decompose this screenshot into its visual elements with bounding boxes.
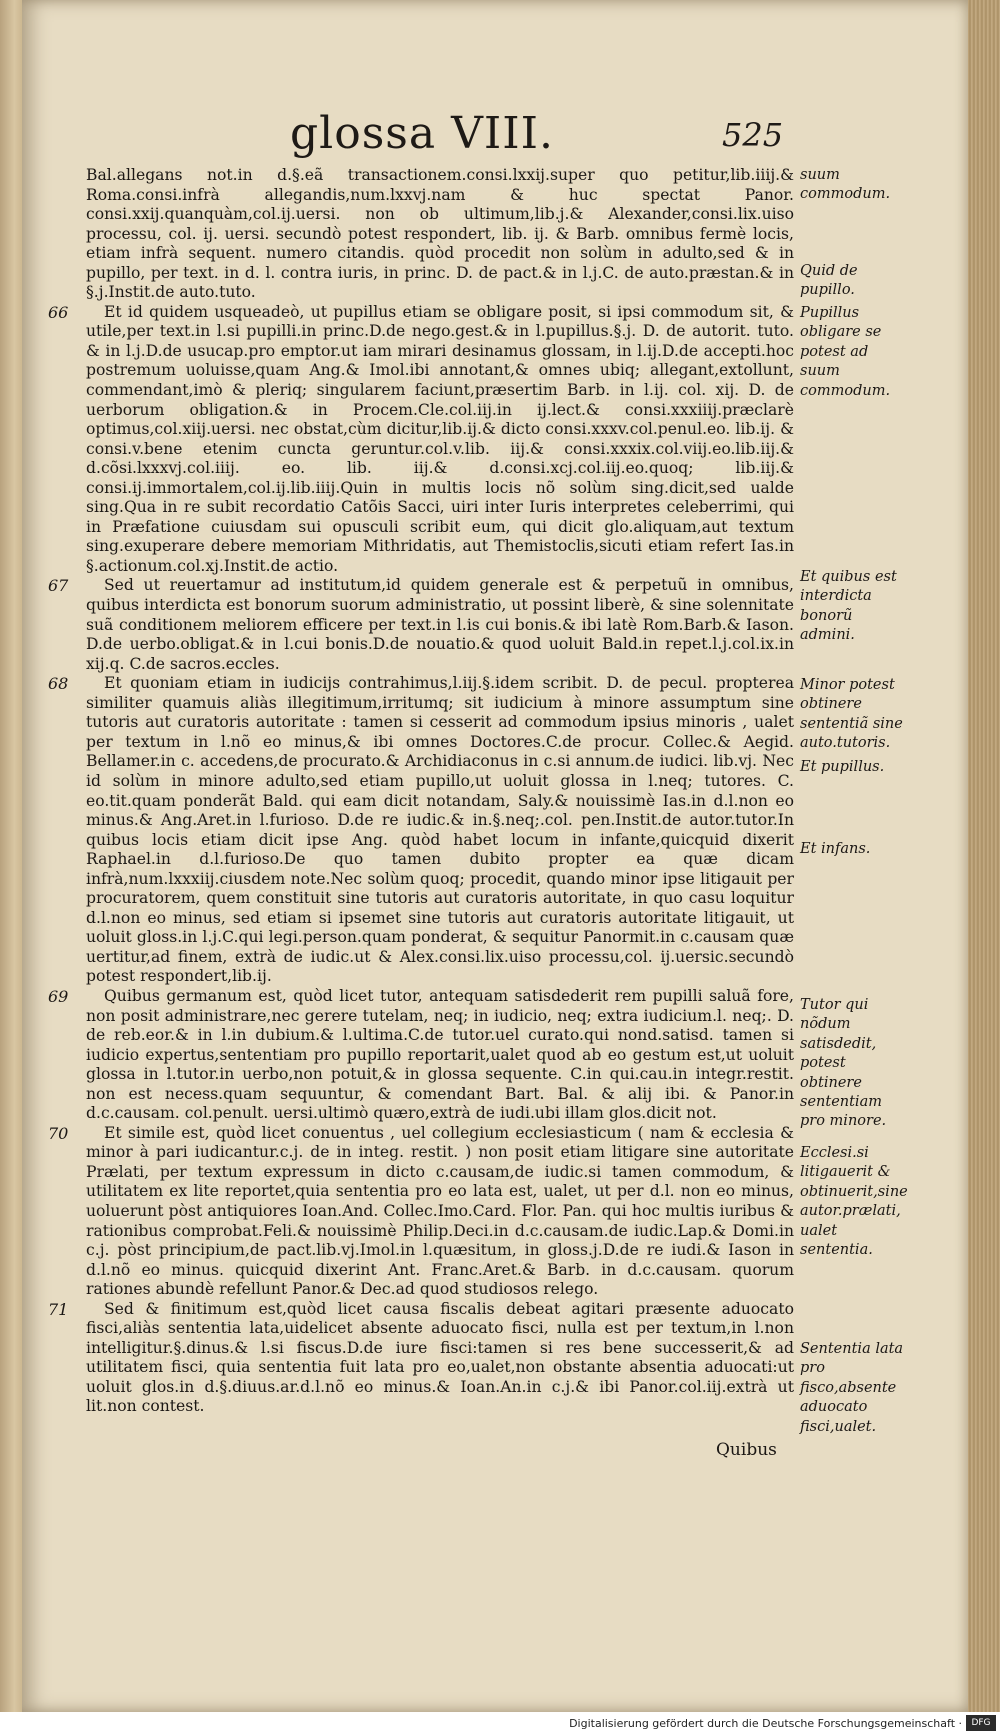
page-edge bbox=[968, 0, 1000, 1712]
paragraph-text: Sed ut reuertamur ad institutum,id quidem generale est & perpetuũ in omnibus, quibus interdicta est bonorum suorum administratio, ut possint liberè, & sine solennitate suã conditionem meliorem efficere per text.in l.is cui bonis.& ibi latè Rom.Barb.& Iason. D.de uerbo.obligat.& in l.cui bonis.D.de nouatio.& quod uoluit Bald.in repet.l.j.col.ix.in xij.q. C.de sacros.eccles. bbox=[86, 576, 794, 673]
book-gutter bbox=[0, 0, 24, 1736]
paragraph-number: 67 bbox=[48, 576, 69, 596]
footer-credit: Digitalisierung gefördert durch die Deutsche Forschungsgemeinschaft · bbox=[569, 1717, 962, 1730]
margin-note: Pupillus obligare se potest ad suum commodum. bbox=[800, 305, 891, 399]
margin-note: Et pupillus. bbox=[800, 759, 885, 775]
margin-note: Sententia lata pro fisco,absente aduocato fisci,ualet. bbox=[800, 1341, 904, 1435]
paragraph-text: Et quoniam etiam in iudicijs contrahimus,l.iij.§.idem scribit. D. de pecul. propterea similiter quamuis aliàs illegitimum,irritumq; sit iudicium à minore assumptum sine tutoris aut curatoris autoritate : tamen si cesserit ad commodum ipsius minoris , ualet per textum in l.nõ eo minus,& ibi omnes Doctores.C.de procur. Collec.& Aegid. Bellamer.in c. accedens,de procurato.& Archidiaconus in c.si annum.de iudici. lib.vj. Nec id solùm in minore adulto,sed etiam pupillo,ut uoluit glossa in l.neq; tutores. C. eo.tit.quam ponderãt Bald. qui eam dicit notandam, Saly.& nouissimè Ias.in d.l.non eo minus.& Ang.Aret.in l.furioso. D.de re iudic.& in.§.neq;.col. pen.Instit.de autor.tutor.In quibus locis etiam dicit ipse Ang. quòd habet locum in infante,quicquid dixerit Raphael.in d.l.furioso.De quo tamen dubito propter ea quæ dicam infrà,num.lxxxiij.ciusdem note.Nec solùm quoq; procedit, quando minor ipse litigauit per procuratorem, quem constituit sine tutoris aut curatoris autoritate, in quo casu loquitur d.l.non eo minus, sed etiam si ipsemet sine tutoris aut curatoris autoritate litigauit, ut uoluit gloss.in l.j.C.qui legi.person.quam ponderat, & sequitur Panormit.in c.causam quæ uertitur,ad finem, extrà de iudic.ut & Alex.consi.lix.uiso processu,col. ij.uersic.secundò potest respondert,lib.ij. bbox=[86, 674, 794, 986]
running-header bbox=[22, 108, 968, 168]
page-title: glossa VIII. bbox=[290, 108, 555, 159]
paragraph-number: 66 bbox=[48, 302, 69, 322]
paragraph bbox=[48, 576, 794, 674]
book-page bbox=[22, 0, 968, 1712]
paragraph bbox=[48, 302, 794, 577]
digitization-footer bbox=[0, 1712, 1000, 1736]
dfg-logo-icon: DFG bbox=[966, 1715, 996, 1731]
main-text bbox=[48, 166, 794, 1417]
paragraph-number: 70 bbox=[48, 1123, 69, 1143]
paragraph bbox=[48, 674, 794, 987]
margin-note: Ecclesi.si litigauerit & obtinuerit,sine autor.prælati, ualet sententia. bbox=[800, 1145, 908, 1259]
margin-note: Minor potest obtinere sententiã sine auto.tutoris. bbox=[800, 677, 903, 752]
margin-note: suum commodum. bbox=[800, 167, 891, 203]
paragraph-number: 68 bbox=[48, 674, 69, 694]
paragraph bbox=[48, 1123, 794, 1300]
paragraph-text: Et id quidem usqueadeò, ut pupillus etiam se obligare posit, si ipsi commodum sit, & utile,per text.in l.si pupilli.in princ.D.de nego.gest.& in l.pupillus.§.j. D. de autorit. tuto. & in l.j.D.de usucap.pro emptor.ut iam mirari desinamus glossam, in l.ij.D.de accepti.hoc postremum uoluisse,quam Ang.& Imol.ibi annotant,& omnes ubiq; allegant,extollunt, commendant,imò & pleriq; singularem faciunt,præsertim Barb. in l.ij. col. xij. D. de uerborum obligation.& in Procem.Cle.col.iij.in ij.lect.& consi.xxxiiij.præclarè optimus,col.xiij.uersi. nec obstat,cùm dicitur,lib.ij.& dicto consi.xxxv.col.penul.eo. lib.ij. & consi.v.bene etenim cuncta geruntur.col.v.lib. iij.& consi.xxxix.col.viij.eo.lib.iij.& d.cõsi.lxxxvj.col.iiij. eo. lib. iij.& d.consi.xcj.col.iij.eo.quoq; lib.iij.& consi.ij.immortalem,col.ij.lib.iiij.Quin in multis locis nõ solùm sing.dicit,sed ualde sing.Qua in re subit recordatio Catõis Sacci, uiri inter Iuris interpretes celeberrimi, qui in Præfatione cuiusdam sui opusculi scribit eum, qui dicit glo.aliquam,aut textum sing.exuperare debere memoriam Mithridatis, aut Themistoclis,sicuti etiam refert Ias.in §.actionum.col.xj.Instit.de actio. bbox=[86, 302, 794, 575]
catchword: Quibus bbox=[716, 1440, 777, 1460]
paragraph-text: Quibus germanum est, quòd licet tutor, antequam satisdederit rem pupilli saluã fore, non posit administrare,nec gerere tutelam, neq; in iudicio, neq; extra iudicium.l. neq;. D. de reb.eor.& in l.in dubium.& l.ultima.C.de tutor.uel curato.qui nond.satisd. tamen si iudicio expertus,sententiam pro pupillo reportarit,ualet quod ab eo gestum est,ut uoluit glossa in l.tutor.in uerbo,non potuit,& in glossa sequente. C.in qui.cau.in integr.restit. non est necess.quam sequuntur, & comendant Bart. Bal. & alij ibi. & Panor.in d.c.causam. col.penult. uersi.ultimò quæro,extrà de iudi.ubi illam glos.dicit not. bbox=[86, 986, 794, 1123]
paragraph bbox=[86, 166, 794, 303]
paragraph bbox=[48, 1299, 794, 1417]
paragraph-number: 69 bbox=[48, 986, 69, 1006]
paragraph-text: Sed & finitimum est,quòd licet causa fiscalis debeat agitari præsente aduocato fisci,aliàs sententia lata,uidelicet absente aduocato fisci, nulla est per textum,in l.non intelligitur.§.dinus.& l.si fiscus.D.de iure fisci:tamen si res bene successerit,& ad utilitatem fisci, quia sententia fuit lata pro eo,ualet,non obstante absentia aduocati:ut uoluit glos.in d.§.diuus.ar.d.l.nõ eo minus.& Ioan.An.in c.j.& ibi Panor.col.iij.extrà ut lit.non contest. bbox=[86, 1299, 794, 1416]
margin-note: Et infans. bbox=[800, 841, 871, 857]
margin-note: Tutor qui nõdum satisdedit, potest obtinere sententiam pro minore. bbox=[800, 997, 887, 1130]
page-number: 525 bbox=[722, 116, 784, 154]
paragraph-text: Et simile est, quòd licet conuentus , uel collegium ecclesiasticum ( nam & ecclesia & minor à pari iudicantur.c.j. de in integ. restit. ) non posit etiam litigare sine autoritate Prælati, per textum expressum in dicto c.causam,de iudic.si tamen commodum, & utilitatem ex lite reportet,quia sententia pro eo lata est, ualet, ut per d.l. non eo minus, uoluerunt pòst antiquiores Ioan.And. Collec.Imo.Card. Flor. Pan. qui hoc multis iuribus & rationibus comprobat.Feli.& nouissimè Philip.Deci.in d.c.causam.de iudic.Lap.& Domi.in c.j. pòst principium,de pact.lib.vj.Imol.in l.quæsitum, in gloss.j.D.de re iudi.& Iason in d.l.nõ eo minus. quicquid dixerint Ant. Franc.Aret.& Barb. in d.c.causam. quorum rationes abundè refellunt Panor.& Dec.ad quod studiosos relego. bbox=[86, 1123, 794, 1299]
paragraph-number: 71 bbox=[48, 1299, 69, 1319]
paragraph bbox=[48, 986, 794, 1124]
margin-note: Et quibus est interdicta bonorũ admini. bbox=[800, 569, 897, 644]
paragraph-text: Bal.allegans not.in d.§.eã transactionem.consi.lxxij.super quo petitur,lib.iiij.& Roma.consi.infrà allegandis,num.lxxvj.nam & huc spectat Panor. consi.xxij.quanquàm,col.ij.uersi. non ob ultimum,lib.j.& Alexander,consi.lix.uiso processu, col. ij. uersi. secundò potest respondert, lib. ij. & Barb. omnibus fermè locis, etiam infrà sequent. numero citandis. quòd procedit non solùm in adulto,sed & in pupillo, per text. in d. l. contra iuris, in princ. D. de pact.& in l.j.C. de auto.præstan.& in §.j.Instit.de auto.tuto. bbox=[86, 166, 794, 302]
margin-note: Quid de pupillo. bbox=[800, 263, 858, 299]
